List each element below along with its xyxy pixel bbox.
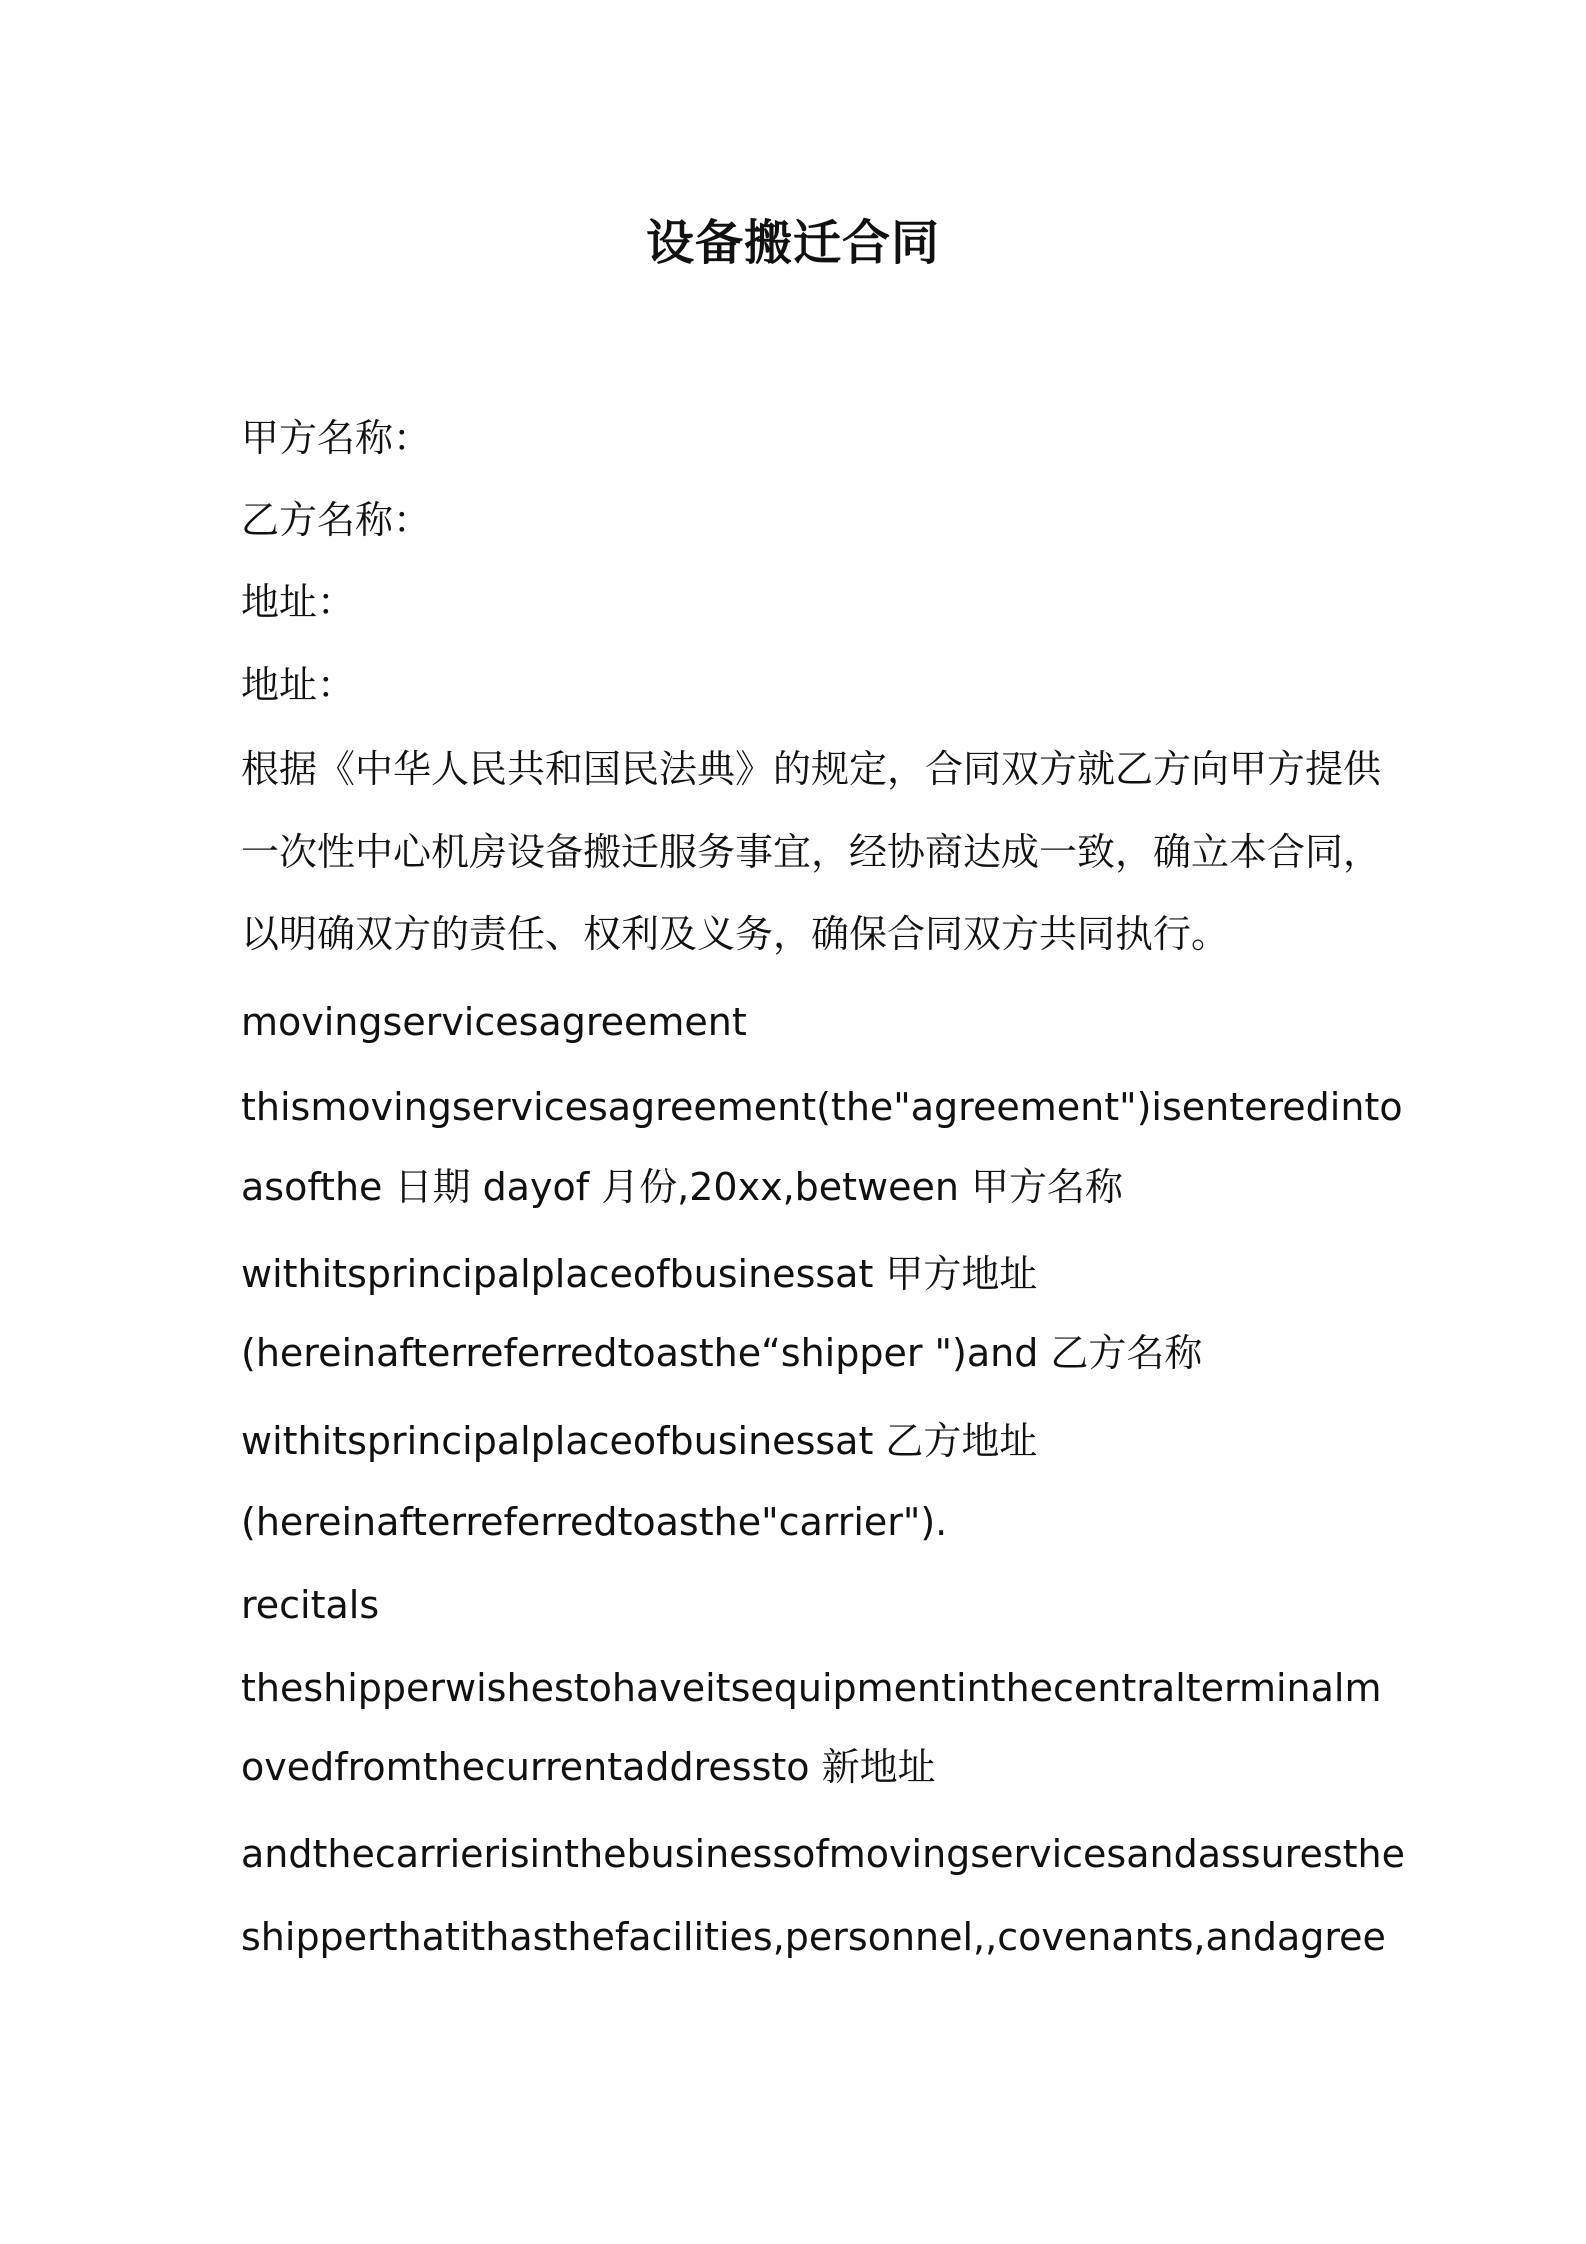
english-line-2: asofthe 日期 dayof 月份,20xx,between 甲方名称 [241,1165,1124,1209]
english-line-1: thismovingservicesagreement(the"agreement")isenteredinto [241,1085,1403,1129]
address-label-2: 地址： [241,663,356,707]
recitals-line-4: shipperthatithasthefacilities,personnel,,covenants,andagree [241,1915,1386,1959]
english-heading: movingservicesagreement [241,1000,747,1044]
english-line-3: withitsprincipalplaceofbusinessat 甲方地址 [241,1252,1038,1296]
recitals-heading: recitals [241,1583,380,1627]
preamble-line-2: 一次性中心机房设备搬迁服务事宜，经协商达成一致，确立本合同， [241,830,1382,874]
preamble-line-1: 根据《中华人民共和国民法典》的规定，合同双方就乙方向甲方提供 [241,747,1382,791]
recitals-line-3: andthecarrierisinthebusinessofmovingservicesandassuresthe [241,1832,1405,1876]
recitals-line-2: ovedfromthecurrentaddressto 新地址 [241,1745,936,1789]
party-a-name-label: 甲方名称： [241,416,432,460]
party-b-name-label: 乙方名称： [241,498,432,542]
address-label-1: 地址： [241,580,356,624]
recitals-line-1: theshipperwishestohaveitsequipmentinthecentralterminalm [241,1666,1382,1710]
english-line-6: (hereinafterreferredtoasthe"carrier"). [241,1500,948,1544]
page-title: 设备搬迁合同 [645,215,940,271]
english-line-5: withitsprincipalplaceofbusinessat 乙方地址 [241,1419,1038,1463]
english-line-4: (hereinafterreferredtoasthe“shipper ")and 乙方名称 [241,1331,1203,1375]
preamble-line-3: 以明确双方的责任、权利及义务，确保合同双方共同执行。 [241,912,1230,956]
